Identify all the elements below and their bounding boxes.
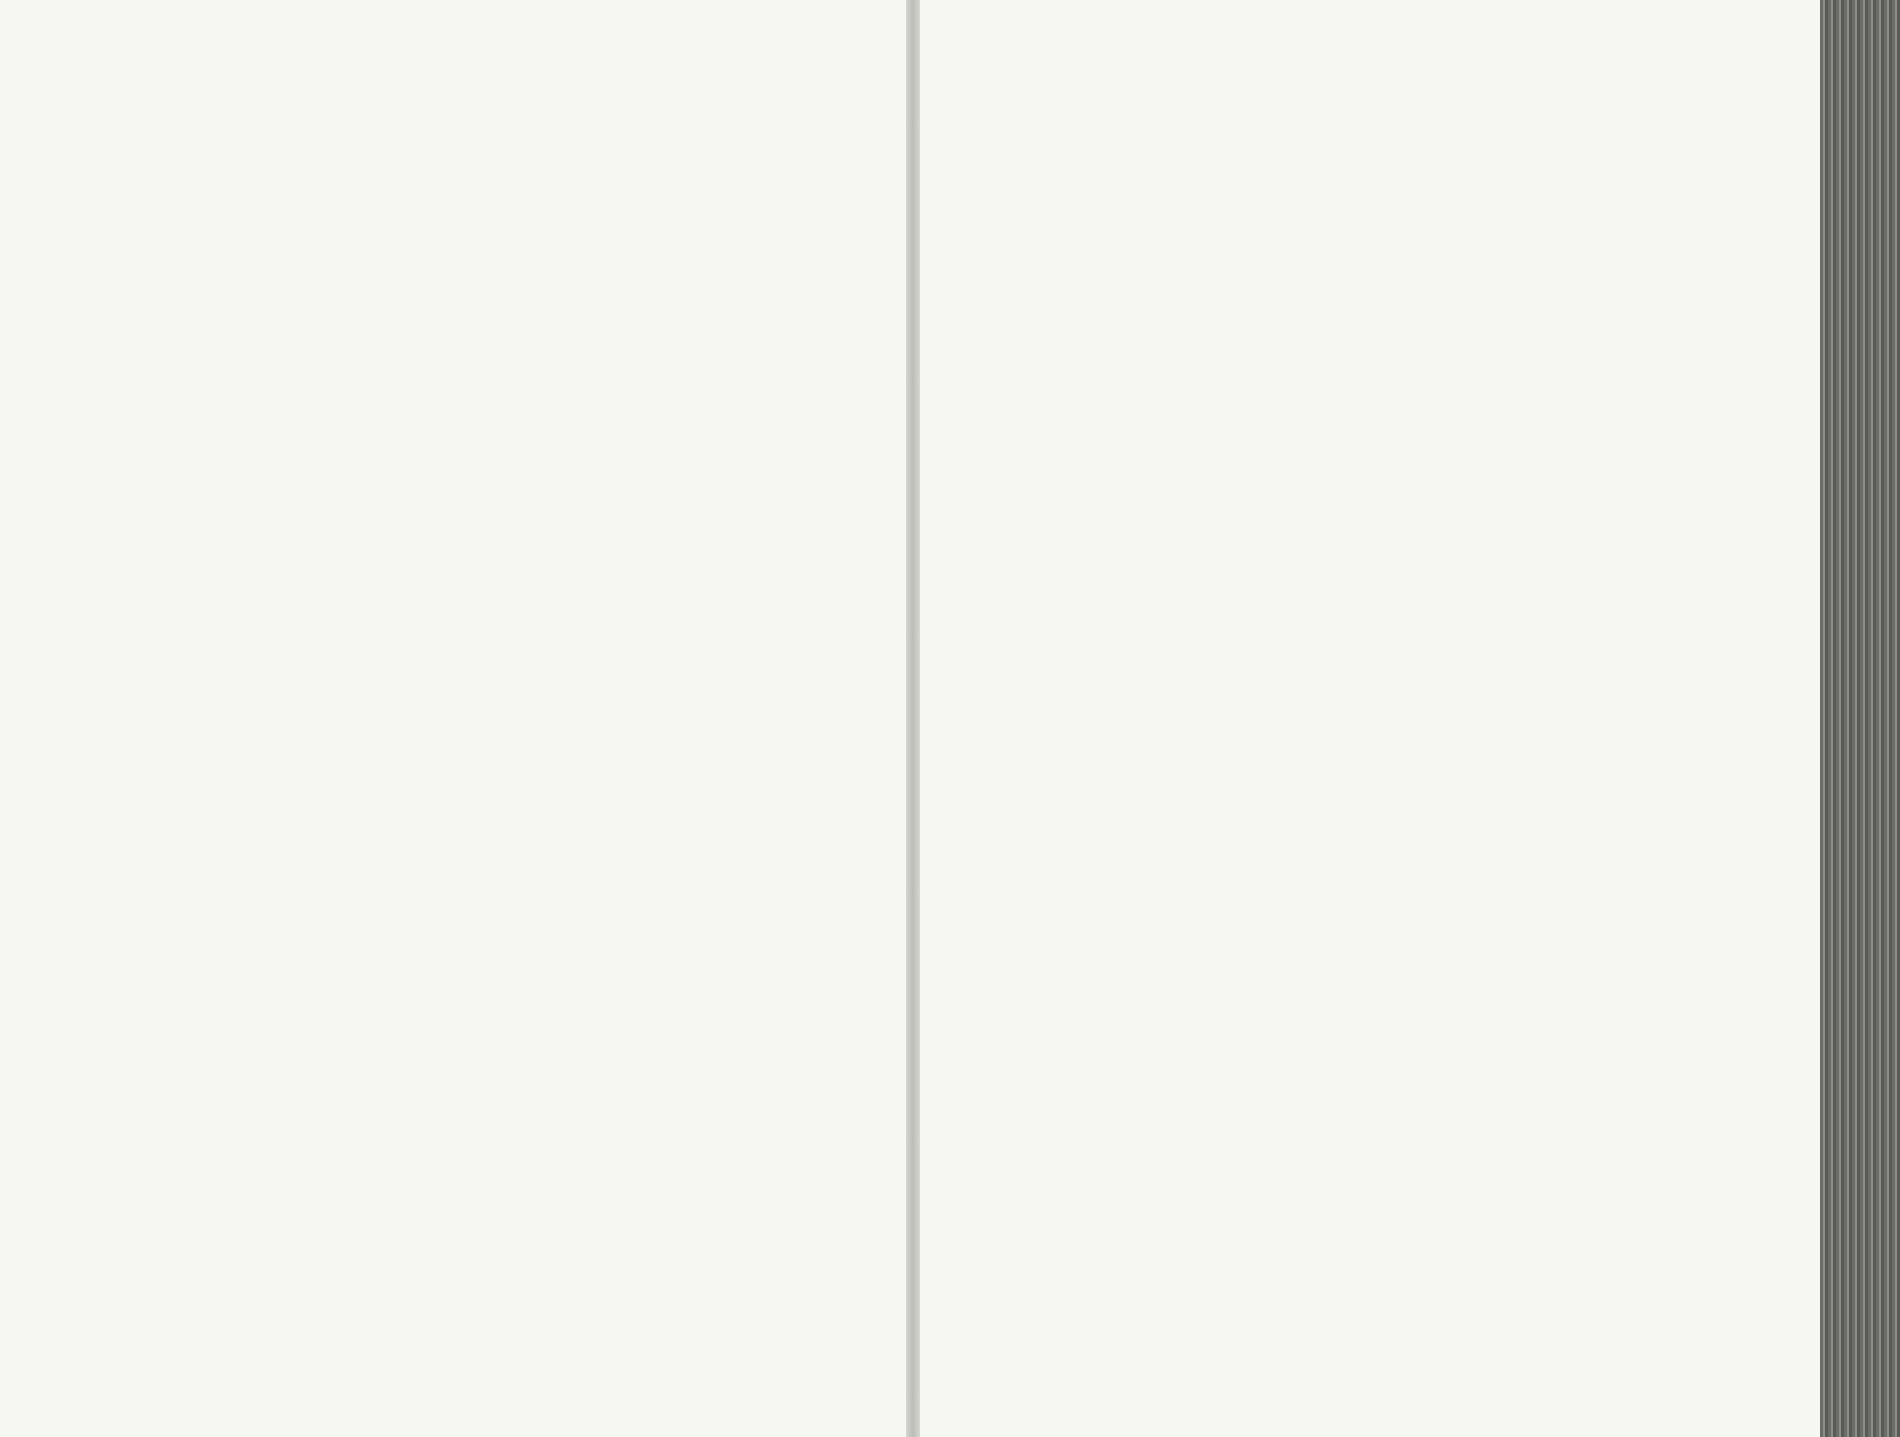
right-page bbox=[920, 0, 1820, 1437]
book-gutter bbox=[906, 0, 920, 1437]
right-ruled-grid bbox=[920, 0, 1820, 1437]
left-ruled-grid bbox=[0, 0, 906, 1437]
left-page bbox=[0, 0, 906, 1437]
book-page-edges bbox=[1820, 0, 1900, 1437]
